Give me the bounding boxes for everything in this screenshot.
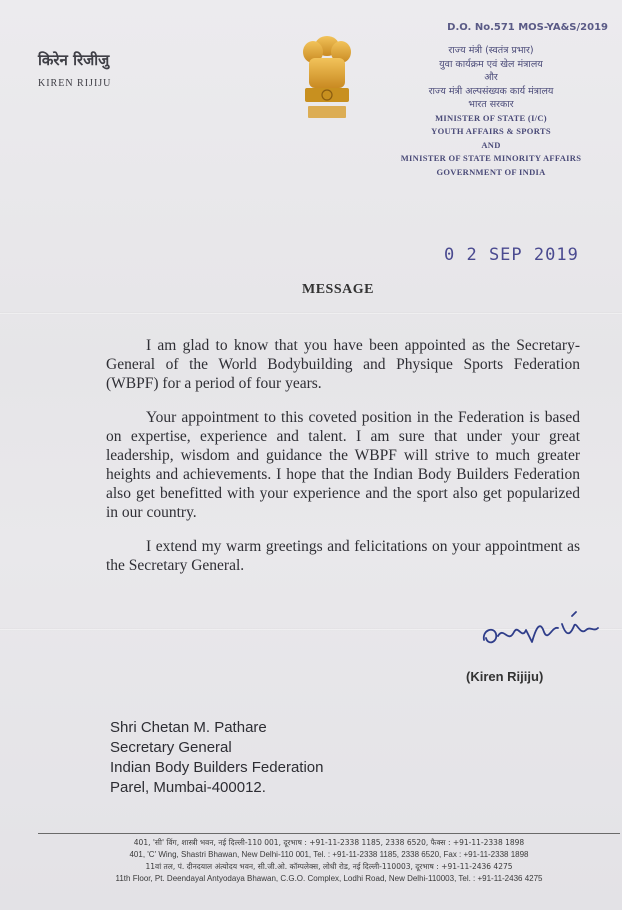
office-line: राज्य मंत्री अल्पसंख्यक कार्य मंत्रालय — [428, 85, 554, 97]
message-body — [106, 336, 580, 590]
addressee-line: Secretary General — [110, 739, 232, 756]
signee-name: (Kiren Rijiju) — [466, 669, 544, 684]
signature-icon — [478, 606, 602, 656]
office-line: MINISTER OF STATE (I/C) — [435, 112, 547, 123]
message-heading: MESSAGE — [302, 282, 374, 297]
addressee-line: Indian Body Builders Federation — [110, 759, 324, 776]
minister-office — [372, 44, 610, 179]
date-stamp: 0 2 SEP 2019 — [444, 245, 579, 265]
addressee-line: Shri Chetan M. Pathare — [110, 719, 267, 736]
message-paragraph: I am glad to know that you have been appointed as the Secretary-General of the World Bodybuilding and Physique Sports Federation (WBPF) for a period of four years. — [106, 337, 580, 392]
footer-divider — [38, 833, 620, 834]
office-line: राज्य मंत्री (स्वतंत्र प्रभार) — [448, 45, 534, 56]
addressee-line: Parel, Mumbai-400012. — [110, 779, 266, 796]
paper-fold — [0, 312, 622, 315]
office-line: और — [484, 72, 498, 83]
minister-name-english: KIREN RIJIJU — [38, 78, 112, 89]
message-paragraph: Your appointment to this coveted position in the Federation is based on expertise, experience and talent. I am sure that under your great leadership, wisdom and guidance the WBPF will strive to much greater heights and achievements. I hope that the Indian Body Builders Federation also get benefitted with your experience and the sport also get popularized in our country. — [106, 409, 580, 521]
footer-line: 401, 'सी' विंग, शास्त्री भवन, नई दिल्ली-110 001, दूरभाष : +91-11-2338 1185, 2338 6520, फैक्स : +91-11-2338 1898 — [133, 838, 525, 847]
office-line: YOUTH AFFAIRS & SPORTS — [431, 126, 551, 136]
office-line: MINISTER OF STATE MINORITY AFFAIRS — [400, 153, 582, 163]
office-line: युवा कार्यक्रम एवं खेल मंत्रालय — [439, 58, 543, 70]
office-line: AND — [481, 139, 501, 150]
message-paragraph: I extend my warm greetings and felicitations on your appointment as the Secretary General. — [106, 538, 580, 574]
minister-name-hindi: किरेन रिजीजु — [38, 51, 110, 69]
reference-number: D.O. No.571 MOS-YA&S/2019 — [447, 22, 608, 33]
footer-line: 11वां तल, पं. दीनदयाल अंत्योदय भवन, सी.जी.ओ. कॉम्पलेक्स, लोधी रोड, नई दिल्ली-110003, दूरभाष : +91-11-2436 4275 — [145, 862, 513, 871]
footer-line: 401, 'C' Wing, Shastri Bhawan, New Delhi-110 001, Tel. : +91-11-2338 1185, 2338 6520, Fax : +91-11-2338 1898 — [129, 850, 529, 859]
addressee-block — [110, 718, 323, 798]
footer-address — [40, 837, 618, 885]
state-emblem-icon — [298, 30, 356, 128]
office-line: GOVERNMENT OF INDIA — [436, 166, 546, 177]
office-line: भारत सरकार — [468, 99, 514, 110]
footer-line: 11th Floor, Pt. Deendayal Antyodaya Bhawan, C.G.O. Complex, Lodhi Road, New Delhi-110003, Tel. : +91-11-2436 4275 — [115, 874, 543, 883]
